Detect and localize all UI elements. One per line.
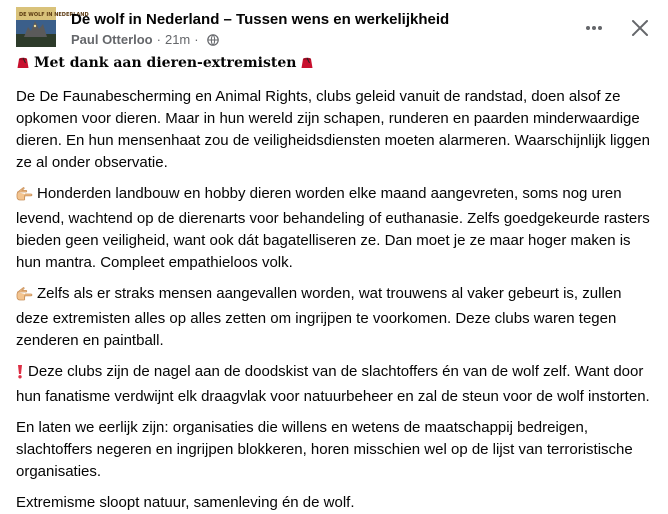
paragraph-5 [16,417,656,483]
paragraph-5-text: En laten we eerlijk zijn: organisaties die willens en wetens de maatschappij bedreigen, slachtoffers negeren en ingrijpen blokkeren, horen misschien wel op de lijst van terroristische organisaties. [16,419,633,480]
paragraph-3 [16,283,656,352]
post-timestamp[interactable]: 21m [164,32,191,47]
fez-hat-icon-2 [300,55,314,77]
avatar-label: DE WOLF IN NEDERLAND [19,12,89,18]
post-title-text: Met dank aan dieren-extremisten [34,55,297,71]
paragraph-1-text: De De Faunabescherming en Animal Rights, clubs geleid vanuit de randstad, doen alsof ze opkomen voor dieren. Maar in hun wereld zijn schapen, runderen en paarden minderwaardige dieren. En hun mensenhaat zou de veiligheidsdiensten moeten alarmeren. Waarschijnlijk liggen ze al onder observatie. [16,88,650,171]
meta-separator: · [156,32,161,47]
globe-icon [207,34,219,46]
pointing-hand-icon [16,286,33,308]
more-horizontal-icon [584,18,604,38]
paragraph-6-text: Extremisme sloopt natuur, samenleving én de wolf. [16,494,355,511]
meta-separator-2: · [194,32,199,47]
post-meta [71,32,219,47]
group-avatar[interactable] [16,7,89,47]
group-name-link[interactable]: De wolf in Nederland – Tussen wens en werkelijkheid [71,11,450,28]
fez-hat-icon [16,55,30,77]
paragraph-6 [16,492,656,514]
post-title [16,52,656,77]
wolf-avatar-image [16,7,89,47]
paragraph-2-text: Honderden landbouw en hobby dieren worden elke maand aangevreten, soms nog uren levend, wachtend op de dierenarts voor behandeling of euthanasie. Zelfs goedgekeurde rasters bieden geen veiligheid, want ook dát bagatelliseren ze. Dan moet je ze maar hoger maken is hun mantra. Compleet empathieloos volk. [16,185,650,271]
paragraph-3-text: Zelfs als er straks mensen aangevallen worden, wat trouwens al vaker gebeurt is, zullen deze extremisten alles op alles zetten om ingrijpen te voorkomen. Deze clubs waren tegen zenderen en paintball. [16,285,622,349]
pointing-hand-icon [16,186,33,208]
post-header [16,0,656,52]
exclamation-icon [16,364,24,386]
paragraph-4-text: Deze clubs zijn de nagel aan de doodskist van de slachtoffers én van de wolf zelf. Want door hun fanatisme verdwijnt elk draagvlak voor natuurbeheer en zal de steun voor de wolf instorten. [16,363,650,405]
close-button[interactable] [624,12,656,44]
post-actions [578,12,656,44]
paragraph-1 [16,86,656,174]
paragraph-2 [16,183,656,274]
post-body [16,52,656,514]
paragraph-4 [16,361,656,408]
close-icon [630,18,650,38]
author-name[interactable]: Paul Otterloo [71,32,153,47]
more-options-button[interactable] [578,12,610,44]
